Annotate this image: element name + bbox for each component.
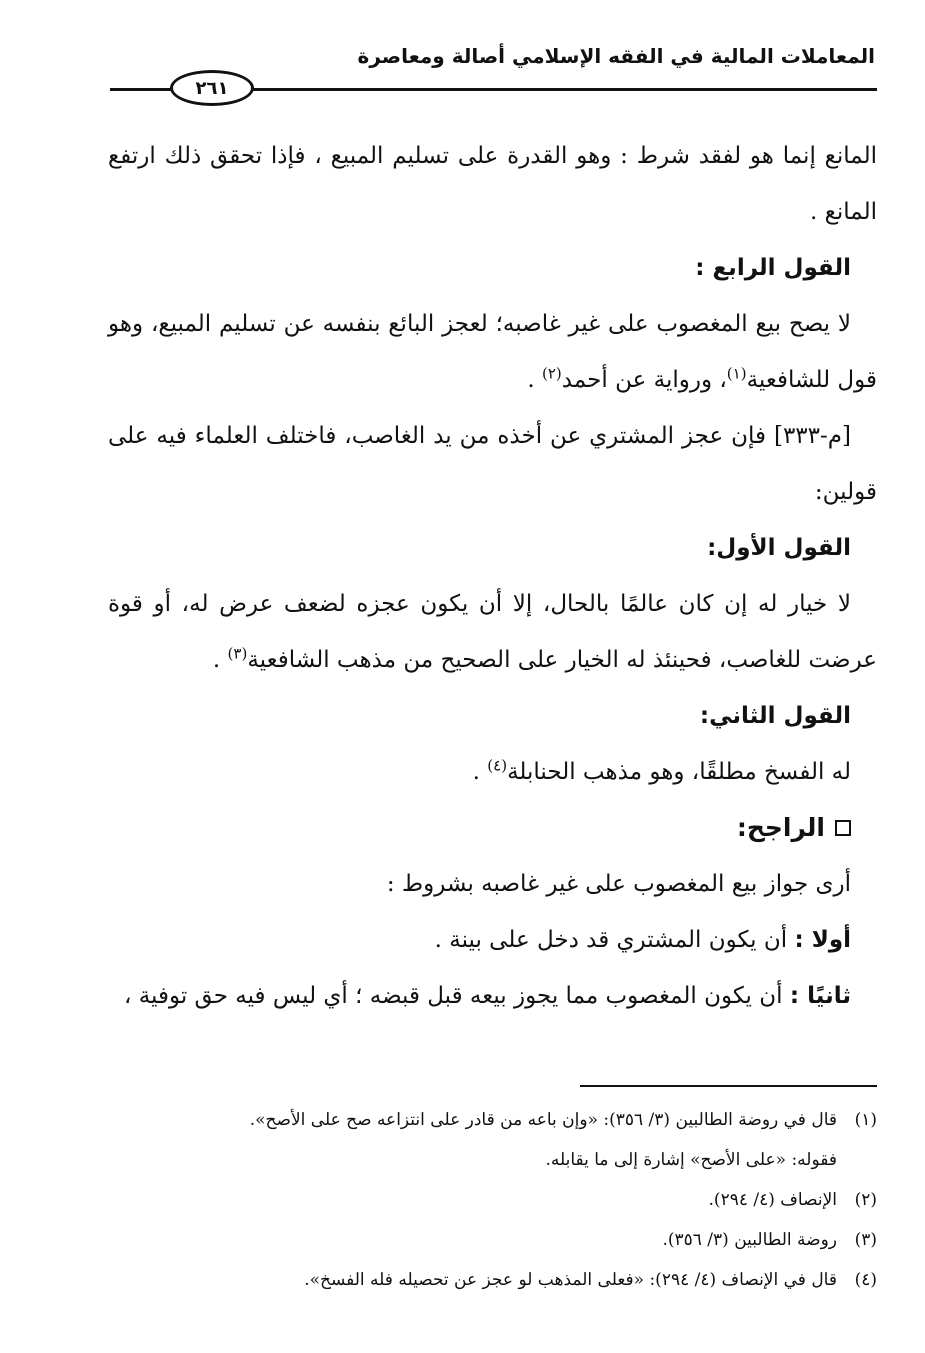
paragraph-6: أرى جواز بيع المغصوب على غير غاصبه بشروط : — [386, 871, 851, 897]
footnote-separator — [580, 1085, 877, 1087]
paragraph-5 — [108, 744, 877, 800]
footnote-number: (٢) — [854, 1190, 877, 1210]
paragraph-4-text-a: لا خيار له إن كان عالمًا بالحال، إلا أن يكون عجزه لضعف عرض له، أو قوة عرضت للغاصب، فحينئذ له الخيار على الصحيح من مذهب الشافعية — [108, 591, 877, 673]
page-number: ٢٦١ — [170, 70, 254, 106]
heading-preferred-label: الراجح: — [736, 813, 825, 842]
footnote-2 — [108, 1180, 877, 1220]
paragraph-2-text-c: . — [527, 367, 542, 393]
footnote-text: الإنصاف (٤/ ٢٩٤). — [708, 1190, 837, 1210]
main-text — [108, 128, 877, 1024]
condition-1 — [108, 912, 877, 968]
footnote-text: قال في روضة الطالبين (٣/ ٣٥٦): «وإن باعه من قادر على انتزاعه صح على الأصح». — [249, 1110, 837, 1130]
footnote-number: (٣) — [854, 1230, 877, 1250]
condition-2 — [108, 968, 877, 1024]
footnotes — [108, 1100, 877, 1300]
running-title: المعاملات المالية في الفقه الإسلامي أصالة ومعاصرة — [357, 44, 875, 68]
paragraph-4-text-b: . — [212, 647, 228, 673]
paragraph-1: المانع إنما هو لفقد شرط : وهو القدرة على تسليم المبيع ، فإذا تحقق ذلك ارتفع المانع . — [108, 143, 877, 225]
footnote-number: (٤) — [854, 1270, 877, 1290]
paragraph-2-text-a: لا يصح بيع المغصوب على غير غاصبه؛ لعجز البائع بنفسه عن تسليم المبيع، وهو قول للشافعية — [108, 311, 877, 393]
paragraph-2 — [108, 296, 877, 408]
paragraph-2-text-b: ، ورواية عن أحمد — [561, 367, 727, 393]
heading-first-opinion: القول الأول: — [707, 535, 851, 561]
footnote-1 — [108, 1100, 877, 1140]
footnote-ref-2[interactable]: (٢) — [542, 364, 562, 383]
paragraph-5-text-b: . — [472, 759, 488, 785]
footnote-text: قال في الإنصاف (٤/ ٢٩٤): «فعلى المذهب لو عجز عن تحصيله فله الفسخ». — [304, 1270, 837, 1290]
paragraph-5-text-a: له الفسخ مطلقًا، وهو مذهب الحنابلة — [507, 759, 851, 785]
footnote-text: روضة الطالبين (٣/ ٣٥٦). — [662, 1230, 837, 1250]
footnote-4 — [108, 1260, 877, 1300]
heading-second-opinion: القول الثاني: — [699, 703, 851, 729]
footnote-ref-3[interactable]: (٣) — [227, 644, 248, 663]
condition-2-text: أن يكون المغصوب مما يجوز بيعه قبل قبضه ؛ أي ليس فيه حق توفية ، — [123, 983, 790, 1009]
footnote-3 — [108, 1220, 877, 1260]
square-bullet-icon — [835, 820, 851, 836]
footnote-number: (١) — [854, 1110, 877, 1130]
footnote-1-continuation — [108, 1140, 877, 1180]
paragraph-4 — [108, 576, 877, 688]
paragraph-3: [م-٣٣٣] فإن عجز المشتري عن أخذه من يد الغاصب، فاختلف العلماء فيه على قولين: — [108, 423, 877, 505]
condition-2-label: ثانيًا : — [789, 983, 851, 1009]
footnote-ref-4[interactable]: (٤) — [487, 756, 508, 775]
footnote-text: فقوله: «على الأصح» إشارة إلى ما يقابله. — [545, 1150, 837, 1170]
condition-1-label: أولا : — [794, 927, 851, 953]
heading-fourth-opinion: القول الرابع : — [695, 255, 851, 281]
heading-preferred-opinion — [108, 800, 877, 856]
footnote-ref-1[interactable]: (١) — [726, 364, 747, 383]
condition-1-text: أن يكون المشتري قد دخل على بينة . — [434, 927, 795, 953]
